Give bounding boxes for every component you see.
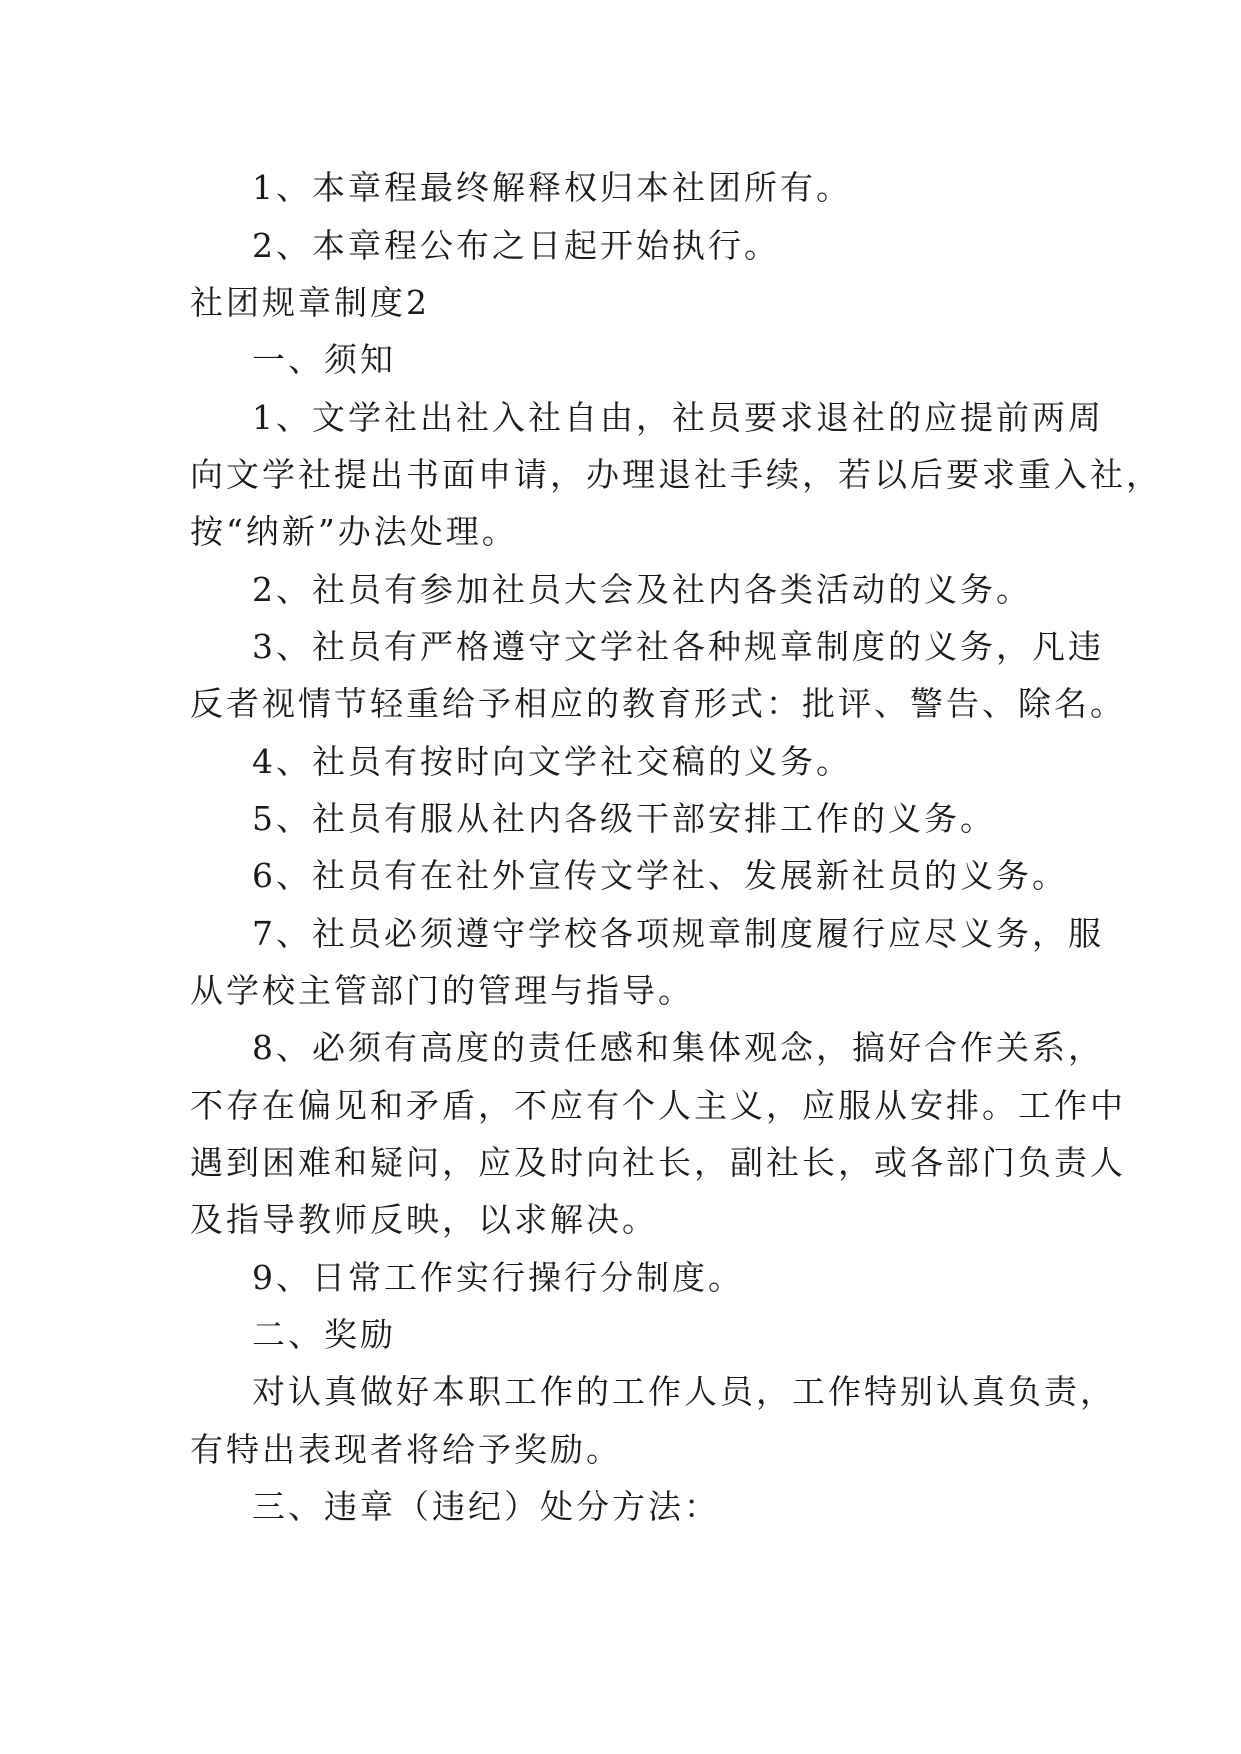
- paragraph-line: 7、社员必须遵守学校各项规章制度履行应尽义务，服: [252, 914, 1104, 953]
- paragraph-line: 5、社员有服从社内各级干部安排工作的义务。: [252, 799, 996, 838]
- paragraph-line: 不存在偏见和矛盾，不应有个人主义，应服从安排。工作中: [190, 1086, 1126, 1125]
- paragraph-line: 2、社员有参加社员大会及社内各类活动的义务。: [252, 570, 1032, 609]
- heading-notice: 一、须知: [252, 340, 396, 379]
- paragraph-line: 有特出表现者将给予奖励。: [190, 1430, 622, 1469]
- clause-final-interpretation: 1、本章程最终解释权归本社团所有。: [252, 168, 852, 207]
- paragraph-line: 反者视情节轻重给予相应的教育形式：批评、警告、除名。: [190, 684, 1126, 723]
- paragraph-line: 及指导教师反映，以求解决。: [190, 1200, 658, 1239]
- paragraph-line: 按“纳新”办法处理。: [190, 512, 518, 551]
- paragraph-line: 4、社员有按时向文学社交稿的义务。: [252, 742, 852, 781]
- paragraph-line: 8、必须有高度的责任感和集体观念，搞好合作关系，: [252, 1028, 1104, 1067]
- heading-reward: 二、奖励: [252, 1315, 396, 1354]
- heading-penalty: 三、违章（违纪）处分方法：: [252, 1487, 720, 1526]
- paragraph-line: 从学校主管部门的管理与指导。: [190, 971, 694, 1010]
- paragraph-line: 6、社员有在社外宣传文学社、发展新社员的义务。: [252, 856, 1068, 895]
- paragraph-line: 向文学社提出书面申请，办理退社手续，若以后要求重入社，: [190, 455, 1162, 494]
- section-title: 社团规章制度2: [190, 283, 430, 322]
- paragraph-line: 3、社员有严格遵守文学社各种规章制度的义务，凡违: [252, 627, 1104, 666]
- paragraph-line: 9、日常工作实行操行分制度。: [252, 1258, 744, 1297]
- clause-effective-date: 2、本章程公布之日起开始执行。: [252, 226, 780, 265]
- paragraph-line: 遇到困难和疑问，应及时向社长，副社长，或各部门负责人: [190, 1143, 1126, 1182]
- paragraph-line: 对认真做好本职工作的工作人员，工作特别认真负责，: [252, 1372, 1116, 1411]
- paragraph-line: 1、文学社出社入社自由，社员要求退社的应提前两周: [252, 398, 1104, 437]
